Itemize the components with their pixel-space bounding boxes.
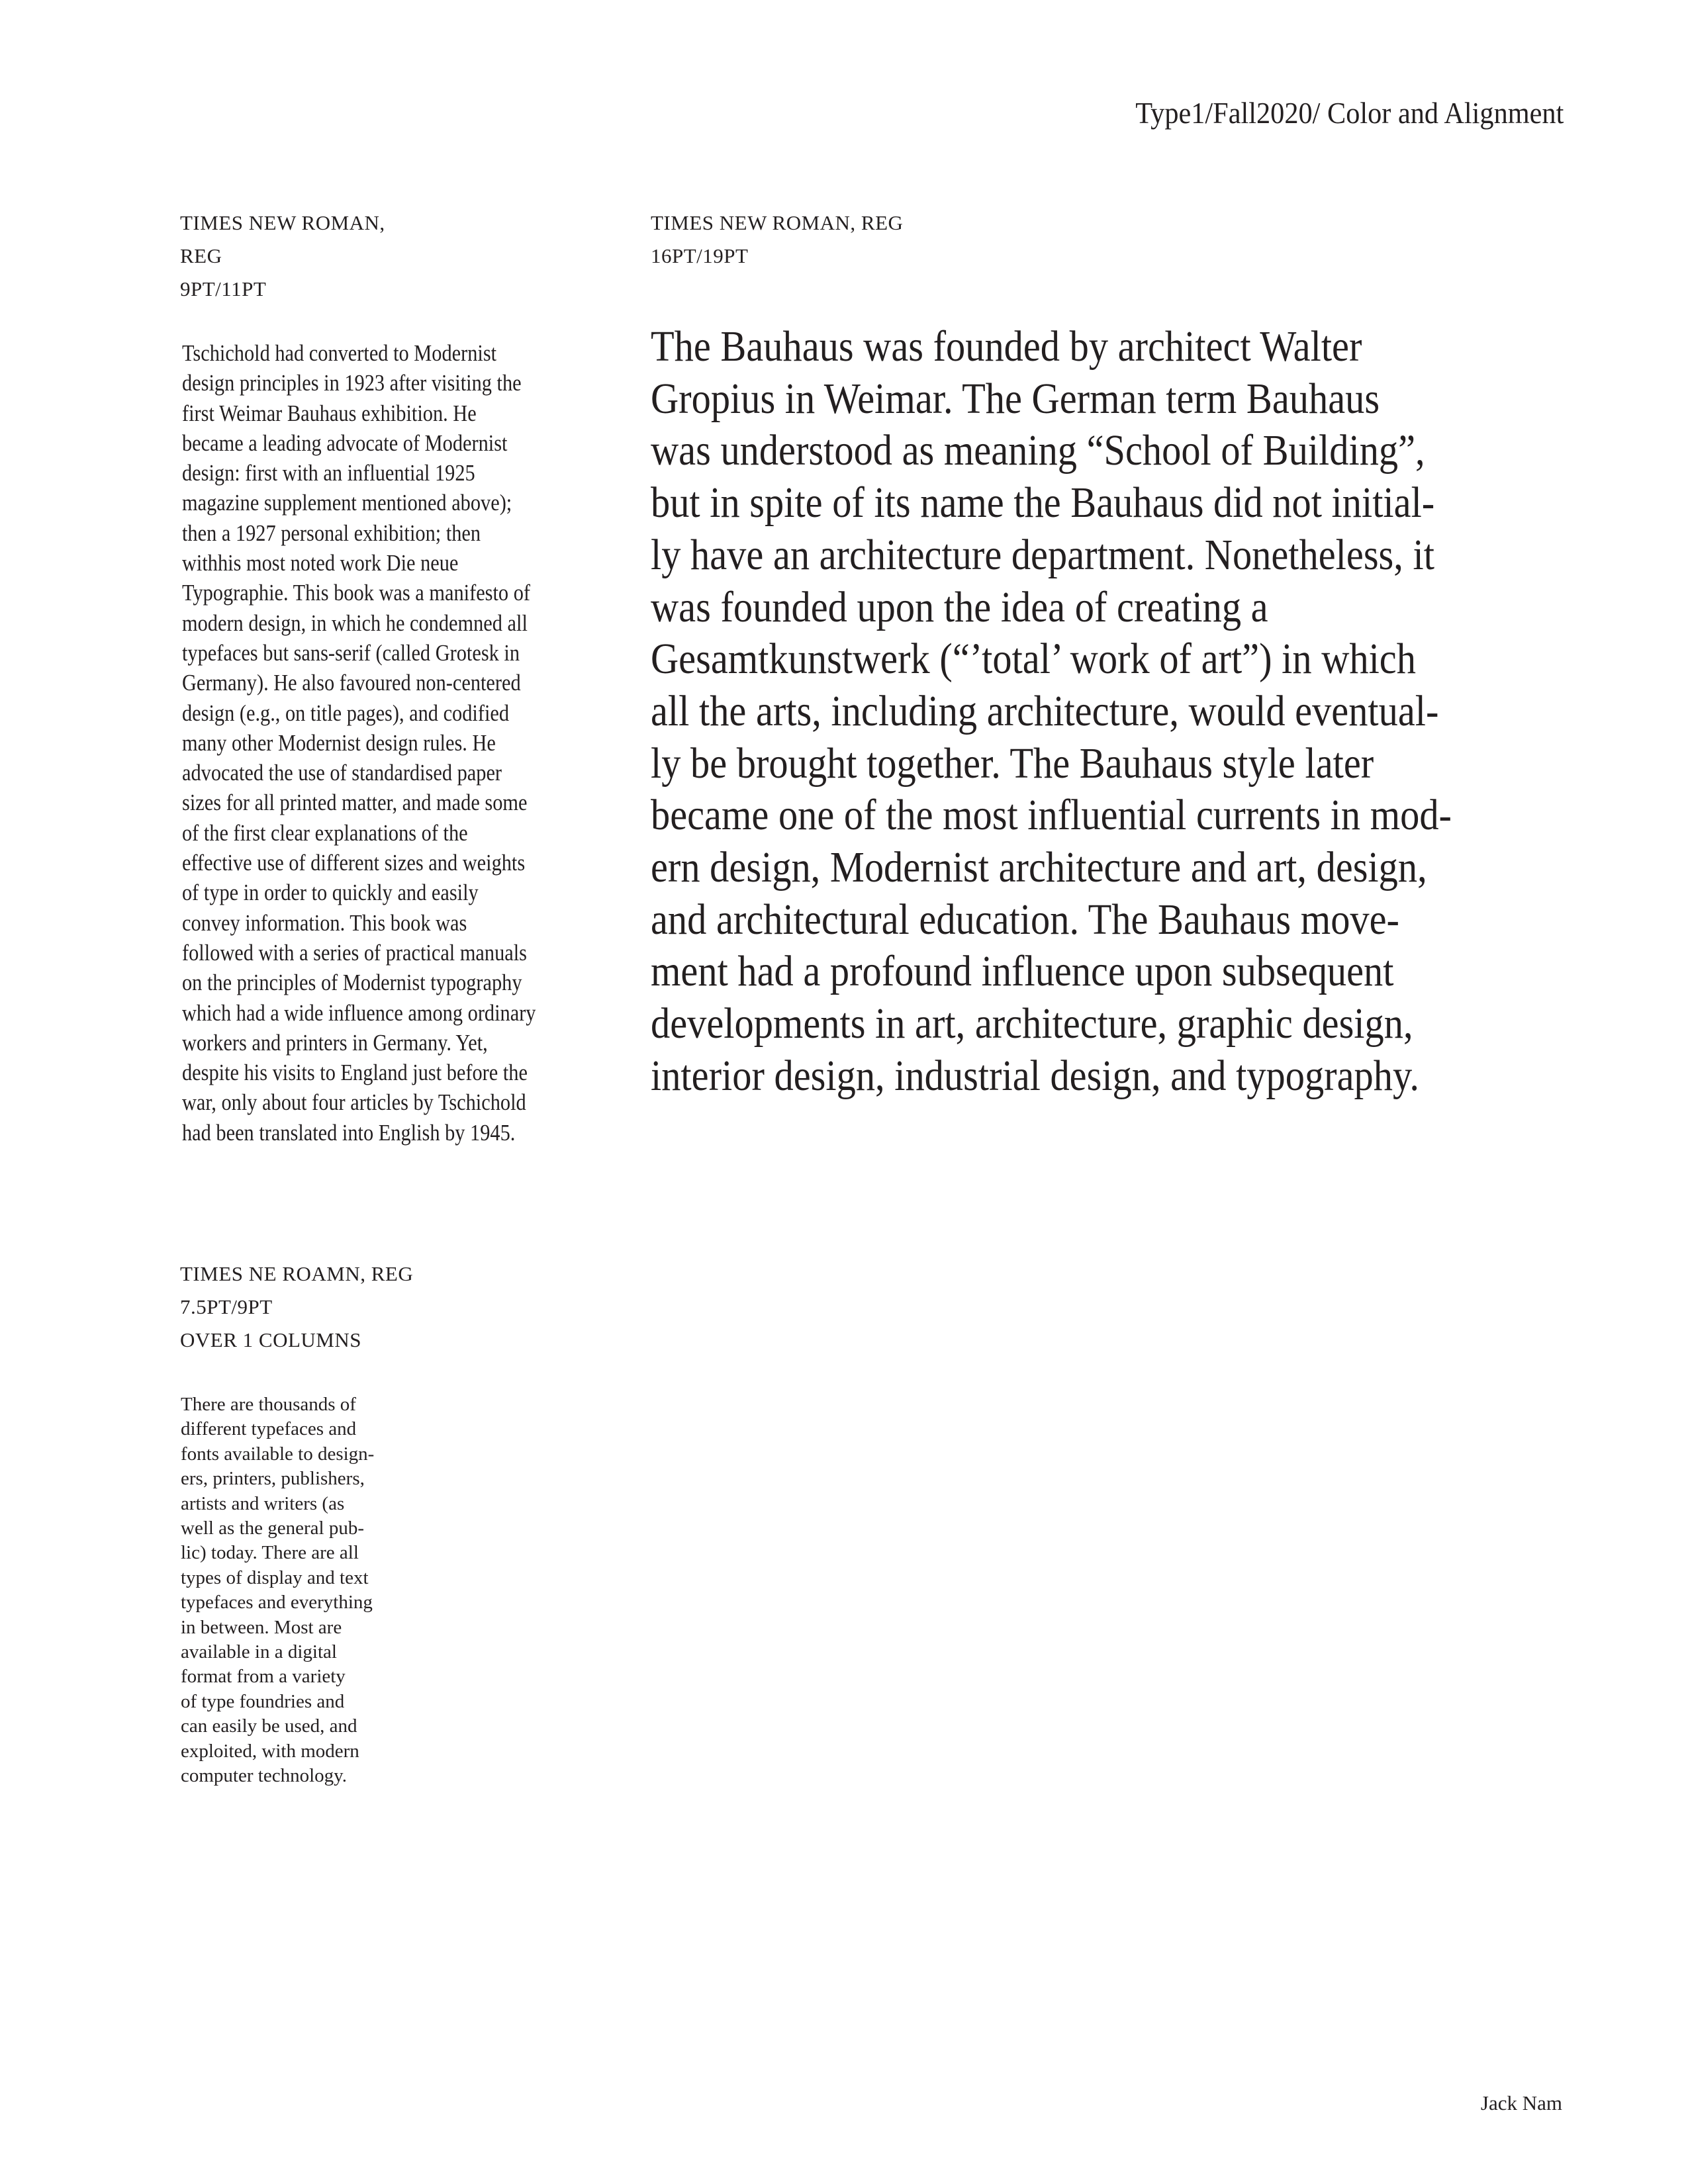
text-line: ern design, Modernist architecture and art, design,	[651, 843, 1427, 892]
spec-label-7-5pt	[180, 1257, 413, 1357]
text-line: first Weimar Bauhaus exhibition. He	[182, 400, 477, 426]
spec-line: 16PT/19PT	[651, 244, 749, 267]
text-line: was understood as meaning “School of Building”,	[651, 426, 1425, 475]
text-line: exploited, with modern	[181, 1740, 359, 1762]
text-line: of type foundries and	[181, 1690, 345, 1712]
text-line: Tschichold had converted to Modernist	[182, 341, 497, 366]
text-line: which had a wide influence among ordinary	[182, 1000, 536, 1026]
text-line: war, only about four articles by Tschichold	[182, 1090, 526, 1116]
text-line: followed with a series of practical manuals	[182, 940, 528, 966]
page-header-title: Type1/Fall2020/ Color and Alignment	[1135, 96, 1564, 130]
text-line: developments in art, architecture, graphic design,	[651, 999, 1413, 1048]
text-line: but in spite of its name the Bauhaus did not initial-	[651, 478, 1435, 527]
text-line: lic) today. There are all	[181, 1542, 359, 1564]
text-line: ly have an architecture department. Nonetheless, it	[651, 530, 1434, 579]
text-line: Typographie. This book was a manifesto of	[182, 580, 530, 606]
spec-line: TIMES NE ROAMN, REG	[180, 1262, 414, 1285]
text-line: advocated the use of standardised paper	[182, 760, 502, 786]
text-line: and architectural education. The Bauhaus move-	[651, 895, 1399, 944]
text-line: then a 1927 personal exhibition; then	[182, 520, 481, 546]
text-line: well as the general pub-	[181, 1518, 365, 1539]
spec-line: REG	[180, 244, 222, 267]
body-text-7-5pt	[181, 1392, 374, 1789]
text-line: Gropius in Weimar. The German term Bauhaus	[651, 374, 1380, 423]
text-line: in between. Most are	[181, 1616, 342, 1638]
text-line: withhis most noted work Die neue	[182, 551, 459, 576]
text-line: was founded upon the idea of creating a	[651, 582, 1268, 631]
spec-line: TIMES NEW ROMAN, REG	[651, 211, 904, 234]
body-text-16pt	[651, 321, 1452, 1103]
spec-label-16pt	[651, 206, 903, 273]
text-line: There are thousands of	[181, 1394, 356, 1415]
spec-line: 9PT/11PT	[180, 277, 267, 300]
text-line: fonts available to design-	[181, 1443, 375, 1465]
text-line: Gesamtkunstwerk (“’total’ work of art”) in which	[651, 635, 1416, 684]
text-line: on the principles of Modernist typography	[182, 970, 522, 996]
text-line: workers and printers in Germany. Yet,	[182, 1030, 488, 1056]
text-line: effective use of different sizes and weights	[182, 850, 526, 876]
text-line: ment had a profound influence upon subsequent	[651, 947, 1394, 996]
text-line: Germany). He also favoured non-centered	[182, 670, 521, 696]
text-line: despite his visits to England just before the	[182, 1060, 528, 1086]
text-line: many other Modernist design rules. He	[182, 730, 496, 756]
text-line: types of display and text	[181, 1567, 369, 1588]
text-line: ers, printers, publishers,	[181, 1468, 365, 1490]
text-line: available in a digital	[181, 1641, 337, 1663]
spec-line: OVER 1 COLUMNS	[180, 1328, 361, 1351]
body-text-9pt	[182, 339, 567, 1148]
text-line: design principles in 1923 after visiting the	[182, 371, 522, 396]
text-line: of type in order to quickly and easily	[182, 880, 479, 906]
text-line: The Bauhaus was founded by architect Walter	[651, 322, 1362, 371]
text-line: all the arts, including architecture, would eventual-	[651, 686, 1439, 735]
spec-line: TIMES NEW ROMAN,	[180, 211, 385, 234]
text-line: magazine supplement mentioned above);	[182, 490, 512, 516]
spec-line: 7.5PT/9PT	[180, 1295, 273, 1318]
text-line: design (e.g., on title pages), and codified	[182, 700, 510, 726]
text-line: design: first with an influential 1925	[182, 461, 475, 486]
text-line: of the first clear explanations of the	[182, 820, 468, 846]
text-line: typefaces and everything	[181, 1592, 373, 1614]
text-line: convey information. This book was	[182, 910, 467, 936]
text-line: different typefaces and	[181, 1418, 357, 1440]
text-line: format from a variety	[181, 1666, 346, 1688]
text-line: modern design, in which he condemned all	[182, 610, 528, 636]
text-line: became a leading advocate of Modernist	[182, 430, 508, 456]
text-line: computer technology.	[181, 1765, 347, 1787]
text-line: typefaces but sans-serif (called Grotesk in	[182, 640, 520, 666]
text-line: became one of the most influential currents in mod-	[651, 791, 1452, 840]
spec-label-9pt	[180, 206, 385, 306]
text-line: can easily be used, and	[181, 1715, 357, 1737]
text-line: ly be brought together. The Bauhaus style later	[651, 739, 1374, 788]
text-line: artists and writers (as	[181, 1492, 345, 1514]
author-name: Jack Nam	[1480, 2091, 1562, 2115]
text-line: sizes for all printed matter, and made some	[182, 790, 528, 816]
text-line: interior design, industrial design, and typography.	[651, 1051, 1419, 1100]
text-line: had been translated into English by 1945.	[182, 1120, 516, 1146]
